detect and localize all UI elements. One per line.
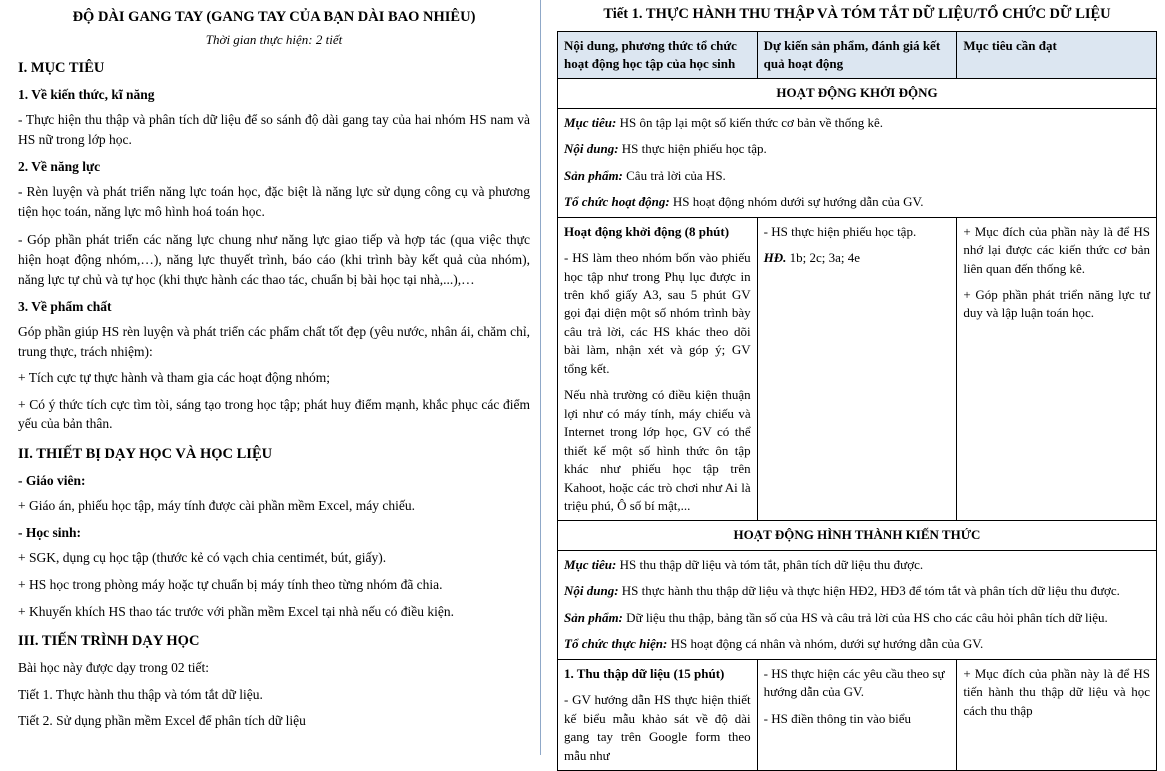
label-san-pham: Sản phẩm: [564, 609, 623, 625]
text: Câu trả lời của HS. [622, 167, 726, 183]
text: HS thực hiện phiếu học tập. [618, 141, 767, 157]
column-header-goal: Mục tiêu cần đạt [957, 32, 1157, 79]
paragraph: - GV hướng dẫn HS thực hiện thiết kế biểu mẫu khảo sát về độ dài gang tay trên Google form theo mẫu như [564, 692, 751, 763]
label-hd: HĐ. [763, 250, 787, 266]
label-noi-dung: Nội dung: [564, 583, 619, 599]
paragraph: + Góp phần phát triển năng lực tư duy và lập luận toán học. [963, 287, 1150, 321]
right-column [541, 0, 1165, 763]
text: HS thực hành thu thập dữ liệu và thực hiện HĐ2, HĐ3 để tóm tắt và phân tích dữ liệu thu được. [618, 583, 1120, 599]
paragraph: - HS thực hiện các yêu cầu theo sự hướng dẫn của GV. [763, 665, 945, 700]
list-item [564, 635, 1150, 653]
text: HS thu thập dữ liệu và tóm tắt, phân tích dữ liệu thu được. [616, 556, 924, 572]
label-san-pham: Sản phẩm: [564, 167, 623, 183]
text: 1b; 2c; 3a; 4e [786, 250, 861, 266]
paragraph: + SGK, dụng cụ học tập (thước kẻ có vạch chia centimét, bút, giấy). [18, 550, 387, 566]
heading-pham-chat: 3. Về phẩm chất [18, 299, 112, 315]
heading-thiet-bi: II. THIẾT BỊ DẠY HỌC VÀ HỌC LIỆU [18, 445, 273, 462]
list-item [564, 114, 1150, 132]
paragraph: - Thực hiện thu thập và phân tích dữ liệu để so sánh độ dài gang tay của hai nhóm HS nam và HS nữ trong lớp học. [18, 112, 530, 147]
heading-giao-vien: - Giáo viên: [18, 472, 86, 488]
paragraph: + HS học trong phòng máy hoặc tự chuẩn bị máy tính theo từng nhóm đã chia. [18, 577, 443, 592]
label-muc-tieu: Mục tiêu: [564, 114, 617, 130]
cell-goal [957, 659, 1157, 770]
left-column [0, 0, 540, 755]
paragraph [764, 249, 951, 267]
list-item [564, 609, 1150, 627]
activity-title: Hoạt động khởi động (8 phút) [564, 223, 730, 239]
label-muc-tieu: Mục tiêu: [564, 556, 617, 572]
table-row [558, 659, 1157, 770]
list-item [564, 167, 1150, 185]
paragraph: Góp phần giúp HS rèn luyện và phát triển các phẩm chất tốt đẹp (yêu nước, nhân ái, chăm chỉ, trung thực, trách nhiệm): [18, 324, 530, 359]
paragraph: Tiết 1. Thực hành thu thập và tóm tắt dữ liệu. [18, 686, 263, 702]
table-row [558, 550, 1157, 659]
list-item [564, 193, 1150, 211]
text: HS ôn tập lại một số kiến thức cơ bản về thống kê. [616, 114, 884, 130]
paragraph: + Khuyến khích HS thao tác trước với phần mềm Excel tại nhà nếu có điều kiện. [18, 603, 454, 619]
heading-tien-trinh: III. TIẾN TRÌNH DẠY HỌC [18, 633, 200, 650]
list-item [564, 140, 1150, 158]
paragraph: - HS thực hiện phiếu học tập. [763, 223, 917, 239]
heading-kien-thuc: 1. Về kiến thức, kĩ năng [18, 87, 155, 103]
band-hinh-thanh-detail [558, 550, 1157, 659]
page-subtitle: Thời gian thực hiện: 2 tiết [205, 32, 343, 48]
cell-expected-product [757, 217, 957, 521]
paragraph: + Giáo án, phiếu học tập, máy tính được cài phần mềm Excel, máy chiếu. [18, 497, 415, 513]
band-khoi-dong: HOẠT ĐỘNG KHỞI ĐỘNG [558, 79, 1157, 108]
table-row [558, 521, 1157, 550]
table-row [558, 108, 1157, 217]
paragraph: + Tích cực tự thực hành và tham gia các hoạt động nhóm; [18, 370, 330, 386]
table-header-row [558, 32, 1157, 79]
cell-goal [957, 217, 1157, 521]
paragraph: - HS điền thông tin vào biểu [763, 710, 911, 726]
table-row [558, 79, 1157, 108]
paragraph: Bài học này được dạy trong 02 tiết: [18, 660, 210, 676]
text: Dữ liệu thu thập, bảng tần số của HS và câu trả lời của HS cho các câu hỏi phân tích dữ liệu. [622, 609, 1108, 625]
band-khoi-dong-detail [558, 108, 1157, 217]
paragraph: Tiết 2. Sử dụng phần mềm Excel để phân tích dữ liệu [18, 713, 306, 729]
paragraph: - Rèn luyện và phát triển năng lực toán học, đặc biệt là năng lực sử dụng công cụ và phương tiện học toán, năng lực mô hình hoá toán học. [18, 184, 530, 219]
text: HS hoạt động nhóm dưới sự hướng dẫn của GV. [669, 194, 924, 210]
cell-expected-product [757, 659, 957, 770]
section-title: Tiết 1. THỰC HÀNH THU THẬP VÀ TÓM TẮT DỮ LIỆU/TỔ CHỨC DỮ LIỆU [603, 6, 1111, 22]
activity-title: 1. Thu thập dữ liệu (15 phút) [564, 665, 725, 681]
cell-activity-content [558, 659, 758, 770]
cell-activity-content [558, 217, 758, 521]
table-row [558, 217, 1157, 521]
heading-muc-tieu: I. MỤC TIÊU [18, 60, 105, 77]
label-to-chuc: Tổ chức thực hiện: [564, 636, 668, 652]
heading-hoc-sinh: - Học sinh: [18, 525, 82, 541]
label-to-chuc: Tổ chức hoạt động: [564, 194, 670, 210]
paragraph: Nếu nhà trường có điều kiện thuận lợi như có máy tính, máy chiếu và Internet trong lớp học, GV có thể thiết kế một số hình thức ôn tập khác như phiếu học tập trên Kahoot, hoặc các trò chơi như Ai là triệu phú, Ô số bí mật,... [564, 387, 751, 513]
lesson-plan-table [557, 31, 1157, 771]
band-hinh-thanh-kien-thuc: HOẠT ĐỘNG HÌNH THÀNH KIẾN THỨC [558, 521, 1157, 550]
paragraph: + Có ý thức tích cực tìm tòi, sáng tạo trong học tập; phát huy điểm mạnh, khắc phục các điểm yếu của bản thân. [18, 396, 530, 432]
paragraph: + Mục đích của phần này là để HS nhớ lại được các kiến thức cơ bản liên quan đến thống kê. [963, 223, 1150, 276]
paragraph: - Góp phần phát triển các năng lực chung như năng lực giao tiếp và hợp tác (qua việc thực hiện hoạt động nhóm,…), năng lực thuyết trình, báo cáo (khi trình bày kết quả của nhóm), năng lực tự chủ và tự học (khi thực hành các thao tác, chuẩn bị bài học tại nhà,...),… [18, 232, 530, 287]
text: HS hoạt động cá nhân và nhóm, dưới sự hướng dẫn của GV. [667, 636, 984, 652]
list-item [564, 556, 1150, 574]
paragraph: + Mục đích của phần này là để HS tiến hành thu thập dữ liệu và học cách thu thập [963, 665, 1150, 718]
paragraph: - HS làm theo nhóm bốn vào phiếu học tập như trong Phụ lục được in trên khổ giấy A3, sau 5 phút GV gọi đại diện một số nhóm trình bày câu trả lời, các HS khác theo dõi bài làm, nhận xét và góp ý; GV tổng kết. [564, 250, 751, 376]
column-header-content: Nội dung, phương thức tổ chức hoạt động học tập của học sinh [558, 32, 758, 79]
page-title: ĐỘ DÀI GANG TAY (GANG TAY CỦA BẠN DÀI BAO NHIÊU) [72, 9, 476, 25]
label-noi-dung: Nội dung: [564, 141, 619, 157]
list-item [564, 582, 1150, 600]
heading-nang-luc: 2. Về năng lực [18, 159, 101, 175]
column-header-product: Dự kiến sản phẩm, đánh giá kết quả hoạt động [757, 32, 957, 79]
